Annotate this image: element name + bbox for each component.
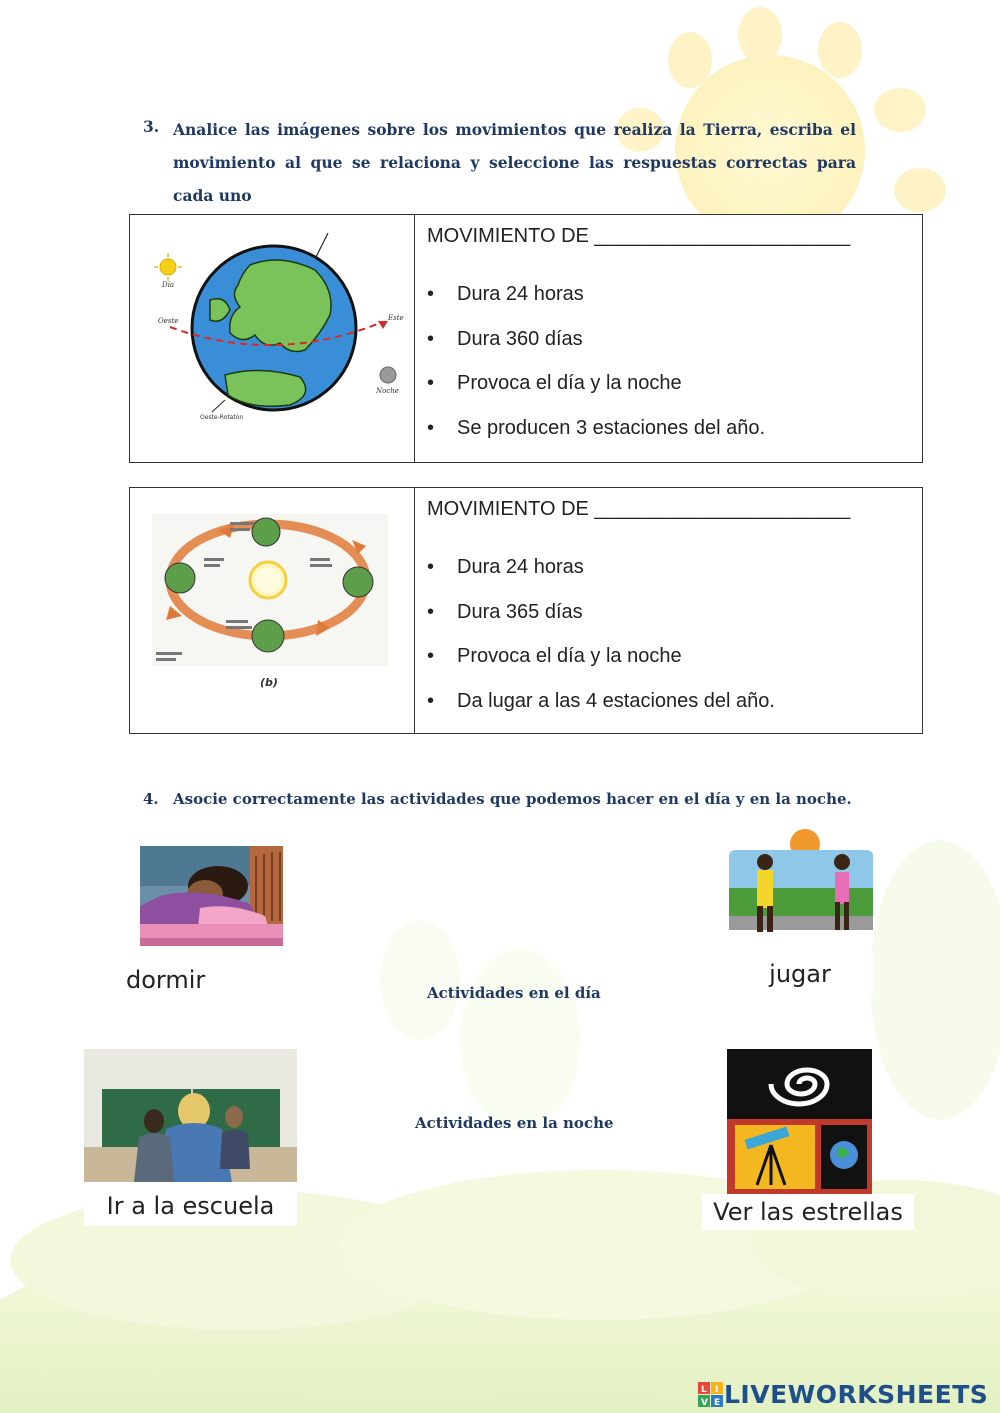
bullet-icon: •: [427, 416, 435, 439]
option-text: Dura 360 días: [457, 327, 583, 350]
question-4-number: 4.: [143, 790, 159, 808]
option-text: Se producen 3 estaciones del año.: [457, 416, 765, 439]
word-dormir[interactable]: dormir: [120, 966, 211, 994]
question-4-text: Asocie correctamente las actividades que podemos hacer en el día y en la noche.: [173, 790, 852, 808]
options-list-1: [427, 283, 765, 461]
badge-letter: L: [701, 1384, 707, 1395]
translation-image-cell: [130, 488, 415, 733]
option-text: Da lugar a las 4 estaciones del año.: [457, 689, 775, 712]
badge-letter: I: [715, 1384, 719, 1395]
option-text: Provoca el día y la noche: [457, 645, 682, 667]
play-picture[interactable]: [727, 828, 875, 943]
option-text: Dura 24 horas: [457, 556, 584, 578]
option-text: Dura 24 horas: [457, 283, 584, 305]
sleep-picture[interactable]: [140, 846, 283, 946]
word-escuela[interactable]: Ir a la escuela: [84, 1186, 297, 1226]
option-item[interactable]: [427, 417, 765, 462]
movement-table-2: [129, 487, 923, 734]
question-4: [0, 788, 1000, 812]
moon-label: Noche: [376, 387, 399, 395]
options-list-2: [427, 556, 775, 734]
stars-picture[interactable]: [727, 1049, 872, 1194]
bullet-icon: •: [427, 689, 435, 712]
earth-rotation-illustration: [130, 215, 414, 462]
logo-badge-icon: [698, 1382, 724, 1408]
rotation-text-cell: [415, 215, 922, 462]
question-3-number: 3.: [143, 117, 160, 136]
movement-title-2: MOVIMIENTO DE _______________________: [427, 498, 851, 520]
option-item[interactable]: [427, 328, 765, 373]
option-text: Provoca el día y la noche: [457, 372, 682, 394]
bullet-icon: •: [427, 283, 435, 305]
bullet-icon: •: [427, 372, 435, 394]
word-estrellas[interactable]: Ver las estrellas: [702, 1194, 914, 1230]
school-illustration: [84, 1049, 297, 1182]
movement-table-1: [129, 214, 923, 463]
bullet-icon: •: [427, 327, 435, 350]
movement-title-1: MOVIMIENTO DE _______________________: [427, 225, 851, 247]
earth-translation-illustration: [130, 488, 414, 733]
badge-letter: V: [701, 1397, 708, 1408]
school-picture[interactable]: [84, 1049, 297, 1182]
play-illustration: [727, 828, 875, 943]
option-item[interactable]: [427, 645, 775, 690]
bullet-icon: •: [427, 600, 435, 623]
option-text: Dura 365 días: [457, 600, 583, 623]
bottom-label: Oeste-Rotatón: [200, 414, 244, 421]
option-item[interactable]: [427, 372, 765, 417]
sleep-illustration: [140, 846, 283, 946]
rotation-image-cell: [130, 215, 415, 462]
stargazing-illustration: [727, 1049, 872, 1194]
night-activities-label[interactable]: Actividades en la noche: [415, 1114, 614, 1132]
bullet-icon: •: [427, 645, 435, 667]
translation-caption: (b): [260, 676, 278, 689]
option-item[interactable]: [427, 283, 765, 328]
sun-label: Día: [162, 281, 175, 289]
translation-text-cell: [415, 488, 922, 733]
option-item[interactable]: [427, 690, 775, 735]
day-activities-label[interactable]: Actividades en el día: [427, 984, 601, 1002]
question-3: [0, 113, 1000, 213]
option-item[interactable]: [427, 556, 775, 601]
liveworksheets-logo: [698, 1380, 988, 1409]
option-item[interactable]: [427, 601, 775, 646]
word-jugar[interactable]: jugar: [727, 952, 873, 996]
question-3-text: Analice las imágenes sobre los movimientos que realiza la Tierra, escriba el movimiento al que se relaciona y seleccione las respuestas correctas para cada uno: [173, 120, 856, 205]
west-label: Oeste: [158, 317, 179, 325]
east-label: Este: [388, 314, 404, 322]
bullet-icon: •: [427, 556, 435, 578]
logo-text: LIVEWORKSHEETS: [724, 1380, 989, 1409]
badge-letter: E: [714, 1397, 721, 1408]
